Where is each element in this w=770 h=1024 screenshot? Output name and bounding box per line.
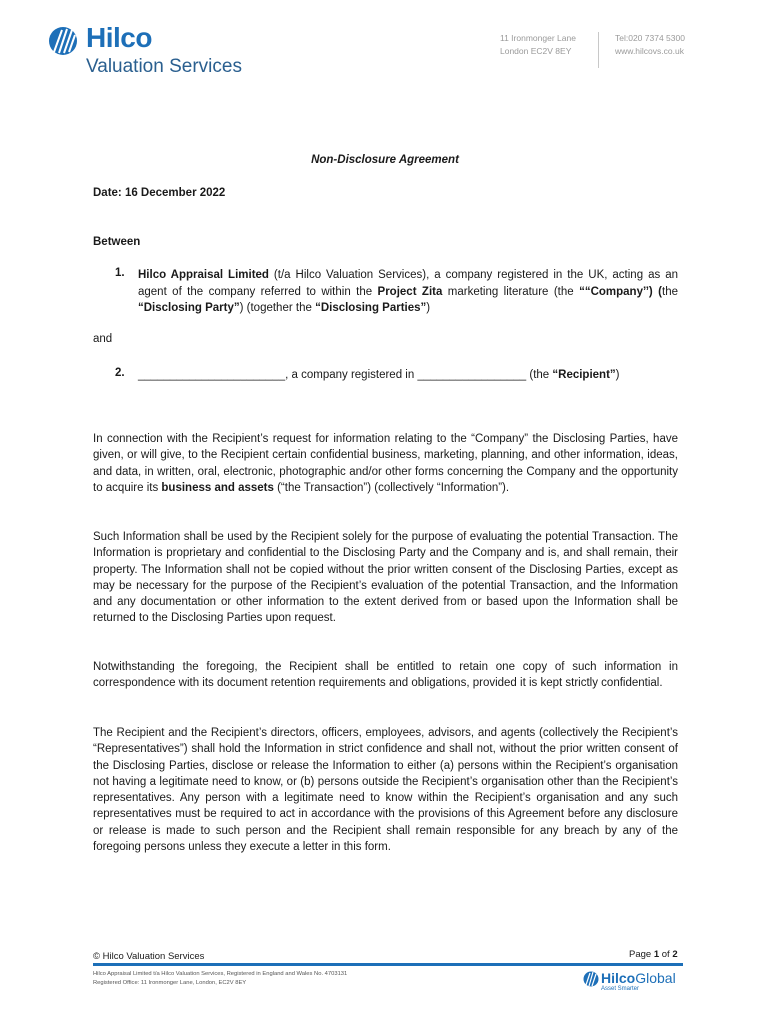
party-2-text-part: )	[615, 369, 620, 381]
party-1-name: Hilco Appraisal Limited	[138, 269, 269, 281]
paragraph-text: In connection with the Recipient’s request for information relating to the “Company” the Disclosing Parties, have given, or will give, to the Recipient certain confidential business, marketing, planning, and other information, ideas, and data, in written, oral, electronic, photographic and/or other forms concerning the Company and the opportunity to acquire its	[93, 433, 678, 494]
recipient-country-blank[interactable]: _________________	[417, 369, 527, 381]
footer-logo-word: Hilco	[601, 970, 636, 986]
footer-logo-word2: Global	[635, 970, 676, 986]
footer-legal-line-2: Registered Office: 11 Ironmonger Lane, London, EC2V 8EY	[93, 980, 247, 986]
page-label: Page	[629, 949, 654, 960]
footer-copyright: © Hilco Valuation Services	[93, 951, 205, 962]
header-contact	[615, 32, 685, 58]
party-1-text	[138, 267, 678, 317]
document-title: Non-Disclosure Agreement	[311, 154, 459, 166]
business-assets-term: business and assets	[161, 481, 274, 494]
party-1-text-part: )	[426, 302, 431, 314]
project-name: Project Zita	[377, 285, 443, 298]
recipient-term: “Recipient”	[552, 369, 616, 381]
and-connector: and	[93, 333, 113, 345]
page-current: 1	[653, 949, 660, 960]
party-1-text-part: marketing literature (the	[442, 285, 580, 298]
paragraph-representatives: The Recipient and the Recipient’s directors, officers, employees, advisors, and agents (collectively the Recipient’s “Representatives”) shall hold the Information in strict confidence and shall not, without the prior written consent of the Disclosing Parties, disclose or release the Information to either (a) persons within the Recipient’s organisation not having a legitimate need to know, or (b) persons outside the Recipient’s organisation other than the Recipient’s representatives. Any person with a legitimate need to know within the Recipient’s organisation and any such representatives must be required to act in accordance with the provisions of this Agreement before any disclosure or release is made to such person and the Recipient shall remain responsible for any breach by any of the foregoing persons unless they execute a letter in this form.	[93, 727, 678, 854]
header-tel: Tel:020 7374 5300	[615, 33, 685, 43]
footer-legal	[93, 970, 347, 988]
party-2-text-part: , a company registered in	[285, 369, 418, 381]
page-of: of	[659, 949, 673, 960]
address-line-2: London EC2V 8EY	[500, 46, 572, 56]
party-2-number: 2.	[115, 367, 125, 379]
paragraph-use-of-information: Such Information shall be used by the Recipient solely for the purpose of evaluating the potential Transaction. The Information is proprietary and confidential to the Disclosing Party and the Company and is, and shall remain, their property. The Information shall not be copied without the prior written consent of the Disclosing Parties, except as may be necessary for the purpose of the Recipient’s evaluation of the potential Transaction, and the Information and any documentation or other information to the extent derived from or based upon the Information shall be returned to the Disclosing Parties upon request.	[93, 531, 678, 625]
party-2-text	[138, 367, 678, 384]
footer-logo-wordmark	[601, 970, 676, 986]
disclosing-parties-term: “Disclosing Parties”	[315, 302, 427, 314]
page-total: 2	[672, 949, 678, 960]
party-1-text-part: the	[662, 285, 678, 298]
address-line-1: 11 Ironmonger Lane	[500, 33, 576, 43]
logo-subtitle: Valuation Services	[86, 56, 242, 77]
paragraph-retention: Notwithstanding the foregoing, the Recipient shall be entitled to retain one copy of such information in correspondence with its document retention requirements and obligations, provided it is kept strictly confidential.	[93, 661, 678, 690]
between-heading: Between	[93, 236, 141, 248]
paragraph-information	[93, 431, 678, 496]
hilco-global-logo	[583, 970, 693, 996]
party-2-text-part: (the	[526, 369, 553, 381]
page-number	[629, 949, 678, 960]
company-term: ““Company’’) (	[579, 285, 662, 298]
recipient-name-blank[interactable]: _______________________	[138, 369, 286, 381]
header-divider	[598, 32, 599, 68]
header-web: www.hilcovs.co.uk	[615, 46, 684, 56]
header-address	[500, 32, 576, 58]
hilco-global-stripes-icon	[583, 971, 599, 987]
hilco-logo	[48, 22, 278, 82]
footer-rule	[93, 963, 683, 966]
document-date: Date: 16 December 2022	[93, 187, 226, 199]
paragraph-text: (“the Transaction”) (collectively “Information”).	[273, 481, 510, 494]
logo-wordmark: Hilco	[86, 22, 152, 53]
party-1-text-part: (t/a Hilco Valuation Services), a company registered in the UK, acting as an agent of the company referred to within the	[138, 269, 678, 298]
footer-logo-tagline: Asset Smarter	[601, 986, 640, 992]
party-1-number: 1.	[115, 267, 125, 279]
party-1-text-part: ) (together the	[239, 302, 316, 314]
footer-legal-line-1: Hilco Appraisal Limited t/a Hilco Valuation Services, Registered in England and Wales No. 4703131	[93, 971, 348, 977]
disclosing-party-term: “Disclosing Party”	[138, 302, 240, 314]
hilco-stripes-icon	[48, 26, 82, 56]
